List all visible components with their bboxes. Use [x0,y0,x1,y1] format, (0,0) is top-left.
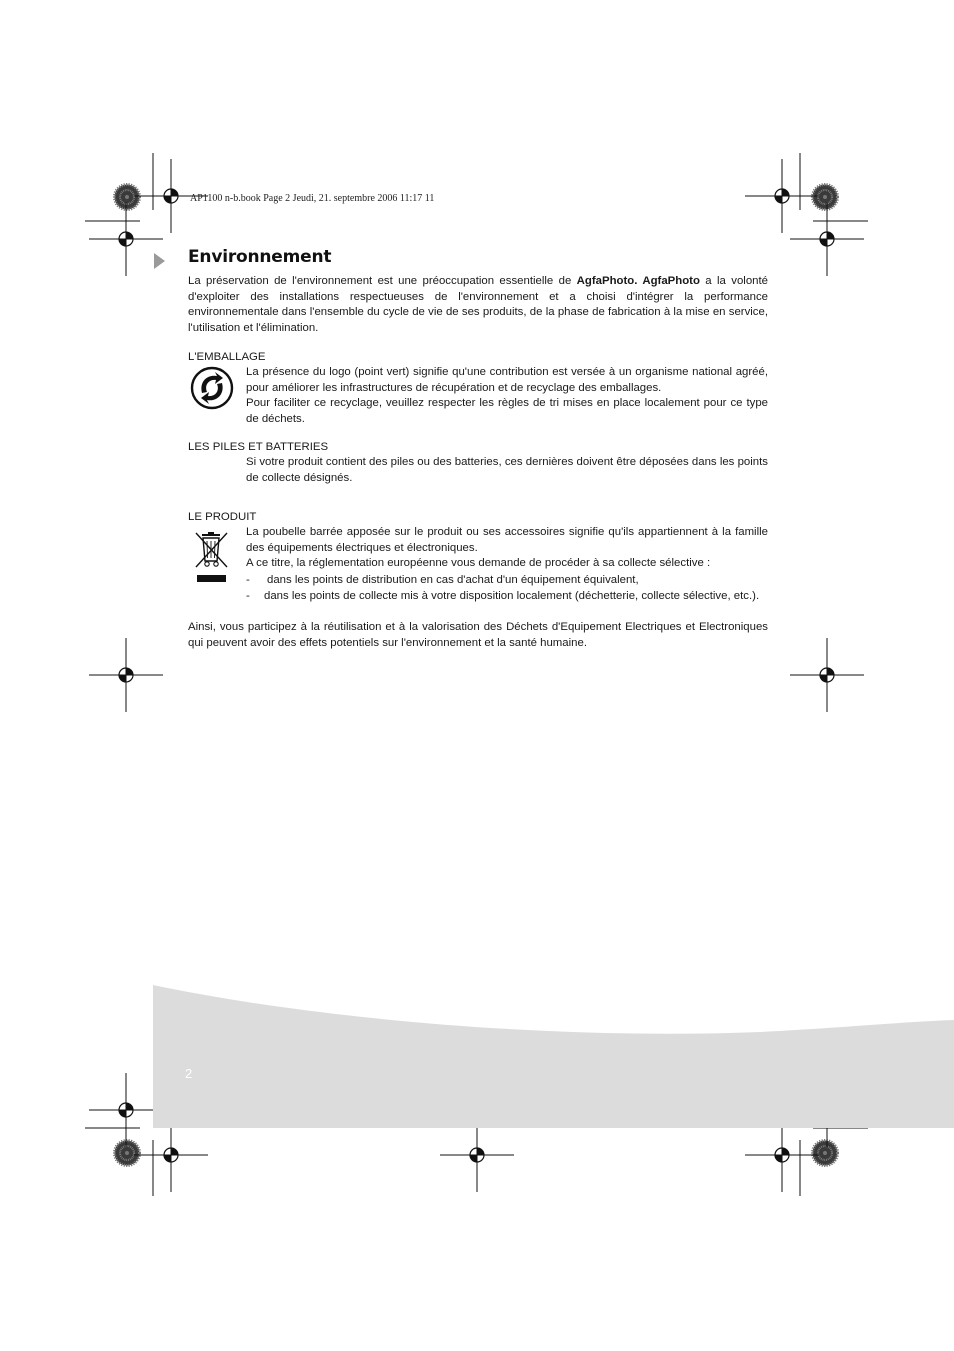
list-item: - dans les points de distribution en cas d'achat d'un équipement équivalent, [246,574,639,586]
collection-list [246,573,768,604]
section-arrow-icon [154,253,165,269]
product-heading: LE PRODUIT [188,511,257,523]
product-text: La poubelle barrée apposée sur le produit ou ses accessoires signifie qu'ils appartiennent à la famille des équipements électriques et électroniques. A ce titre, la réglementation européenne vous demande de procéder à sa collecte sélective : [246,526,768,570]
packaging-text: La présence du logo (point vert) signifie qu'une contribution est versée à un organisme national agréé, pour améliorer les infrastructures de récupération et de recyclage des emballages. Pour faciliter ce recyclage, veuillez respecter les règles de tri mises en place localement pour ce type de déchets. [246,366,768,425]
conclusion-paragraph: Ainsi, vous participez à la réutilisation et à la valorisation des Déchets d'Equipement Electriques et Electroniques qui peuvent avoir des effets potentiels sur l'environnement et la santé humaine. [188,621,768,649]
file-info-header: AP1100 n-b.book Page 2 Jeudi, 21. septembre 2006 11:17 11 [190,193,435,204]
section-title: Environnement [188,247,332,267]
batteries-text: Si votre produit contient des piles ou des batteries, ces dernières doivent être déposées dans les points de collecte désignés. [246,456,768,484]
crossed-out-wheelie-bin-icon [193,531,231,586]
packaging-heading: L'EMBALLAGE [188,351,266,363]
intro-paragraph: La préservation de l'environnement est une préoccupation essentielle de AgfaPhoto. AgfaPhoto a la volonté d'exploiter des installations respectueuses de l'environnement et a choisi d'intégrer la performance environnementale dans l'ensemble du cycle de vie de ses produits, de la phase de fabrication à la mise en service, l'utilisation et l'élimination. [188,275,768,334]
batteries-heading: LES PILES ET BATTERIES [188,441,329,453]
brand-name: AgfaPhoto. AgfaPhoto [576,275,700,287]
green-dot-recycling-icon [190,366,234,410]
page-number: 2 [185,1066,193,1081]
list-item: - dans les points de collecte mis à votre disposition localement (déchetterie, collecte sélective, etc.). [246,589,760,602]
